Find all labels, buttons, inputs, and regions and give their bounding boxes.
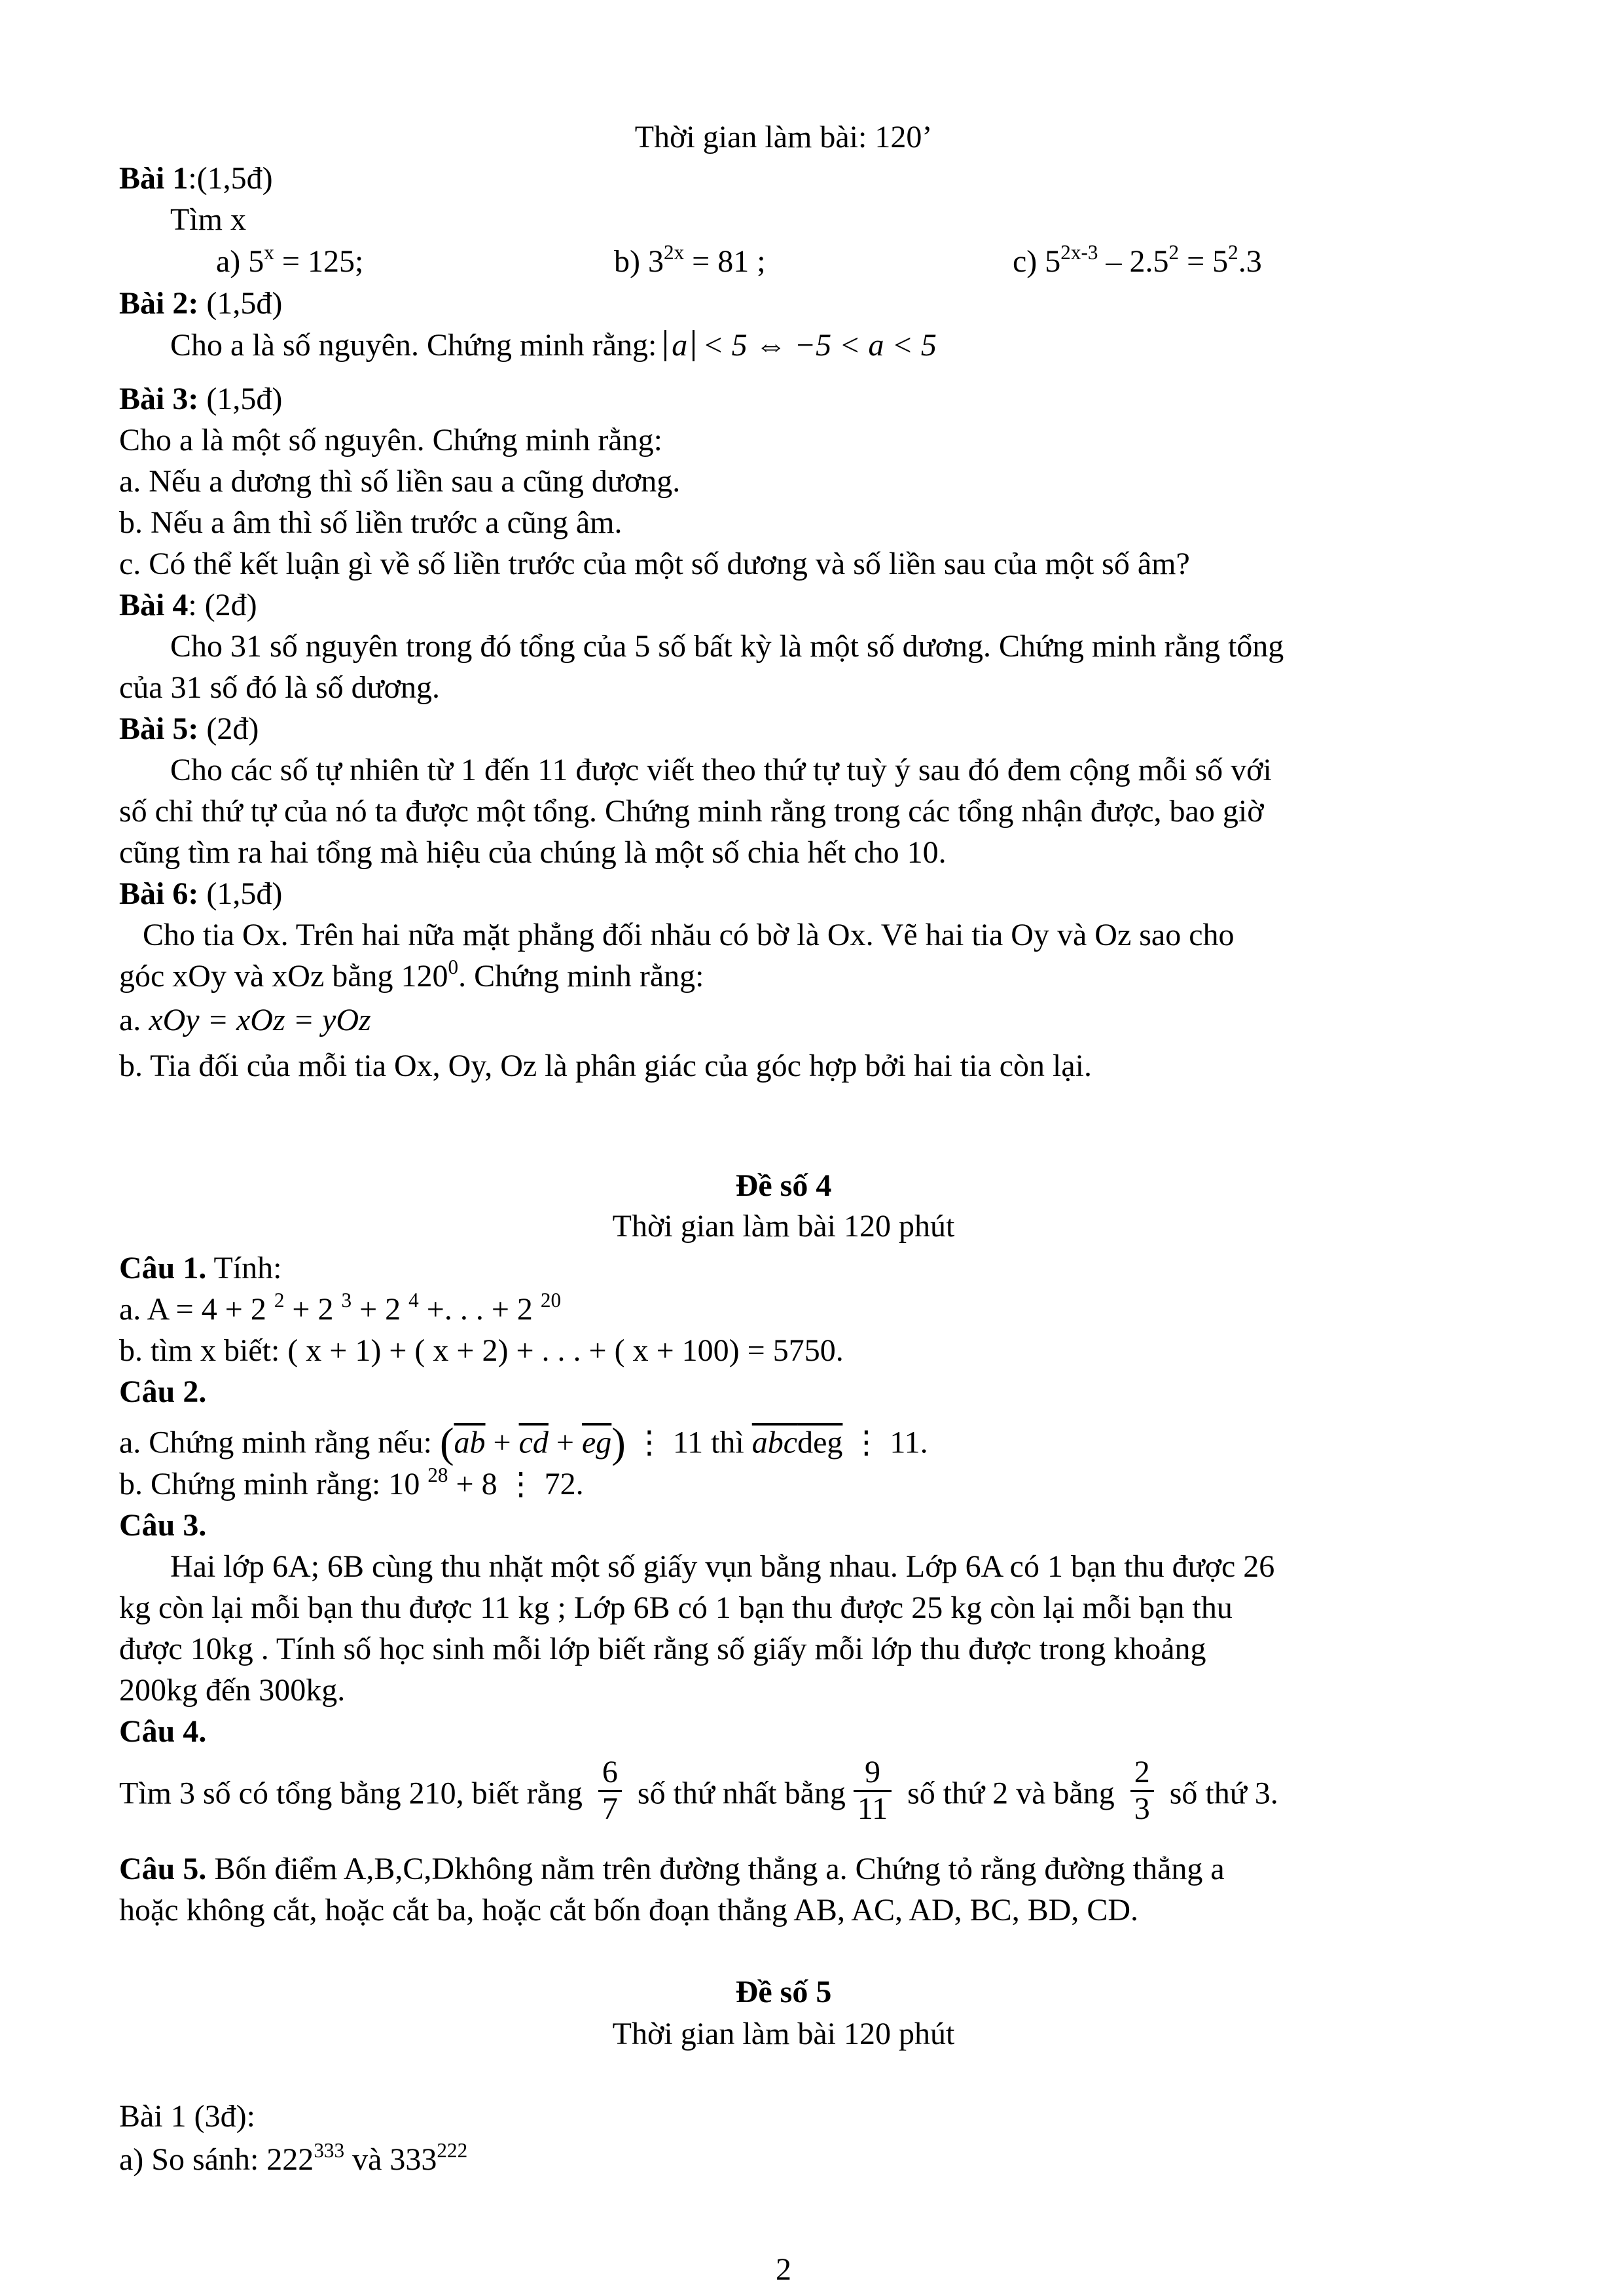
cau3-line4: 200kg đến 300kg. (119, 1673, 346, 1708)
bai1-score: :(1,5đ) (188, 161, 273, 196)
fraction-9-11: $\frac{9}{11}$ (854, 1755, 892, 1827)
cau1-part-a: a. A = 4 + 2 $^2$ + 2 $^3$ + 2 $^4$ +. . . + 2 $^{20}$ (119, 1289, 562, 1327)
bai3-part-a: a. Nếu a dương thì số liền sau a cũng dương. (119, 464, 681, 499)
bai1-part-a: a) $5^x = 125$; (216, 241, 364, 279)
exam-time: Thời gian làm bài: 120’ (634, 120, 933, 154)
bai6-part-a: a. xOy = xOz = yOz (119, 1003, 371, 1037)
cau2-part-a: a. Chứng minh rằng nếu: $(\overline{ab} + \overline{cd} + \overline{eg})$ ⋮ 11 thì abcdeg ⋮ 11. (119, 1420, 928, 1467)
cau3-heading: Câu 3. (119, 1508, 207, 1543)
cau2-part-b: b. Chứng minh rằng: 10 $^{28}$ + 8 ⋮ 72. (119, 1463, 584, 1501)
bai4-line1: Cho 31 số nguyên trong đó tổng của 5 số bất kỳ là một số dương. Chứng minh rằng tổng (170, 629, 1284, 664)
cau4-heading: Câu 4. (119, 1714, 207, 1749)
bai3-intro: Cho a là một số nguyên. Chứng minh rằng: (119, 423, 662, 457)
angle-equality: xOy = xOz = yOz (149, 1003, 371, 1037)
cau1-heading: Câu 1. Tính: (119, 1251, 282, 1285)
bai6-line1: Cho tia Ox. Trên hai nữa mặt phẳng đối nhău có bờ là Ox. Vẽ hai tia Oy và Oz sao cho (143, 918, 1235, 952)
bai3-heading: Bài 3: (1,5đ) (119, 382, 283, 416)
de5-bai1-heading: Bài 1 (3đ): (119, 2099, 255, 2134)
bai1-title: Bài 1 (119, 161, 189, 196)
fraction-2-3: $\frac{2}{3}$ (1130, 1755, 1154, 1827)
bai2-heading: Bài 2: (1,5đ) (119, 286, 283, 321)
bai6-line2: góc xOy và xOz bằng $120^0$. Chứng minh rằng: (119, 956, 704, 994)
bai1-part-b: b) $3^{2x} = 81$ ; (614, 241, 766, 279)
cau5-line2: hoặc không cắt, hoặc cắt ba, hoặc cắt bốn đoạn thẳng AB, AC, AD, BC, BD, CD. (119, 1893, 1139, 1928)
bai5-line3: cũng tìm ra hai tổng mà hiệu của chúng là một số chia hết cho 10. (119, 835, 947, 870)
bai3-part-c: c. Có thể kết luận gì về số liền trước của một số dương và số liền sau của một số âm? (119, 547, 1190, 581)
bai2-statement: Cho a là số nguyên. Chứng minh rằng: a < 5 ⇔ −5 < a < 5 (170, 328, 937, 363)
cau4-statement: Tìm 3 số có tổng bằng 210, biết rằng $\frac{6}{7}$ số thứ nhất bằng $\frac{9}{11}$ số thứ 2 và bằng $\frac{2}{3}$ số thứ 3. (119, 1755, 1278, 1826)
abs-value-a: a (664, 330, 695, 361)
de5-bai1-part-a: a) So sánh: $222^{333}$ và $333^{222}$ (119, 2139, 468, 2177)
bai5-line1: Cho các số tự nhiên từ 1 đến 11 được viết theo thứ tự tuỳ ý sau đó đem cộng mỗi số với (170, 753, 1272, 787)
de4-heading: Đề số 4 (735, 1168, 832, 1203)
cau5-line1: Câu 5. Bốn điểm A,B,C,Dkhông nằm trên đường thẳng a. Chứng tỏ rằng đường thẳng a (119, 1852, 1225, 1886)
cau3-line1: Hai lớp 6A; 6B cùng thu nhặt một số giấy vụn bằng nhau. Lớp 6A có 1 bạn thu được 26 (170, 1549, 1275, 1584)
fraction-6-7: $\frac{6}{7}$ (598, 1755, 622, 1827)
de5-heading: Đề số 5 (735, 1975, 832, 2009)
de4-time: Thời gian làm bài 120 phút (612, 1209, 955, 1244)
bai6-part-b: b. Tia đối của mỗi tia Ox, Oy, Oz là phân giác của góc hợp bởi hai tia còn lại. (119, 1049, 1092, 1083)
bai4-heading: Bài 4: (2đ) (119, 588, 257, 622)
bai1-heading (119, 160, 1448, 196)
de5-time: Thời gian làm bài 120 phút (612, 2017, 955, 2051)
cau3-line3: được 10kg . Tính số học sinh mỗi lớp biết rằng số giấy mỗi lớp thu được trong khoảng (119, 1632, 1206, 1666)
bai5-heading: Bài 5: (2đ) (119, 711, 259, 746)
page-number: 2 (776, 2252, 791, 2287)
bai4-line2: của 31 số đó là số dương. (119, 670, 441, 705)
bai3-part-b: b. Nếu a âm thì số liền trước a cũng âm. (119, 505, 623, 540)
cau3-line2: kg còn lại mỗi bạn thu được 11 kg ; Lớp 6B có 1 bạn thu được 25 kg còn lại mỗi bạn thu (119, 1590, 1233, 1625)
bai6-heading: Bài 6: (1,5đ) (119, 876, 283, 911)
bai1-part-c: c) $5^{2x-3} - 2.5^2 = 5^2.3$ (1013, 241, 1262, 279)
bai1-prompt: Tìm x (170, 202, 246, 237)
cau1-part-b: b. tìm x biết: ( x + 1) + ( x + 2) + . . . + ( x + 100) = 5750. (119, 1333, 844, 1368)
cau2-heading: Câu 2. (119, 1374, 207, 1409)
bai5-line2: số chỉ thứ tự của nó ta được một tổng. Chứng minh rằng trong các tổng nhận được, bao giờ (119, 794, 1264, 829)
